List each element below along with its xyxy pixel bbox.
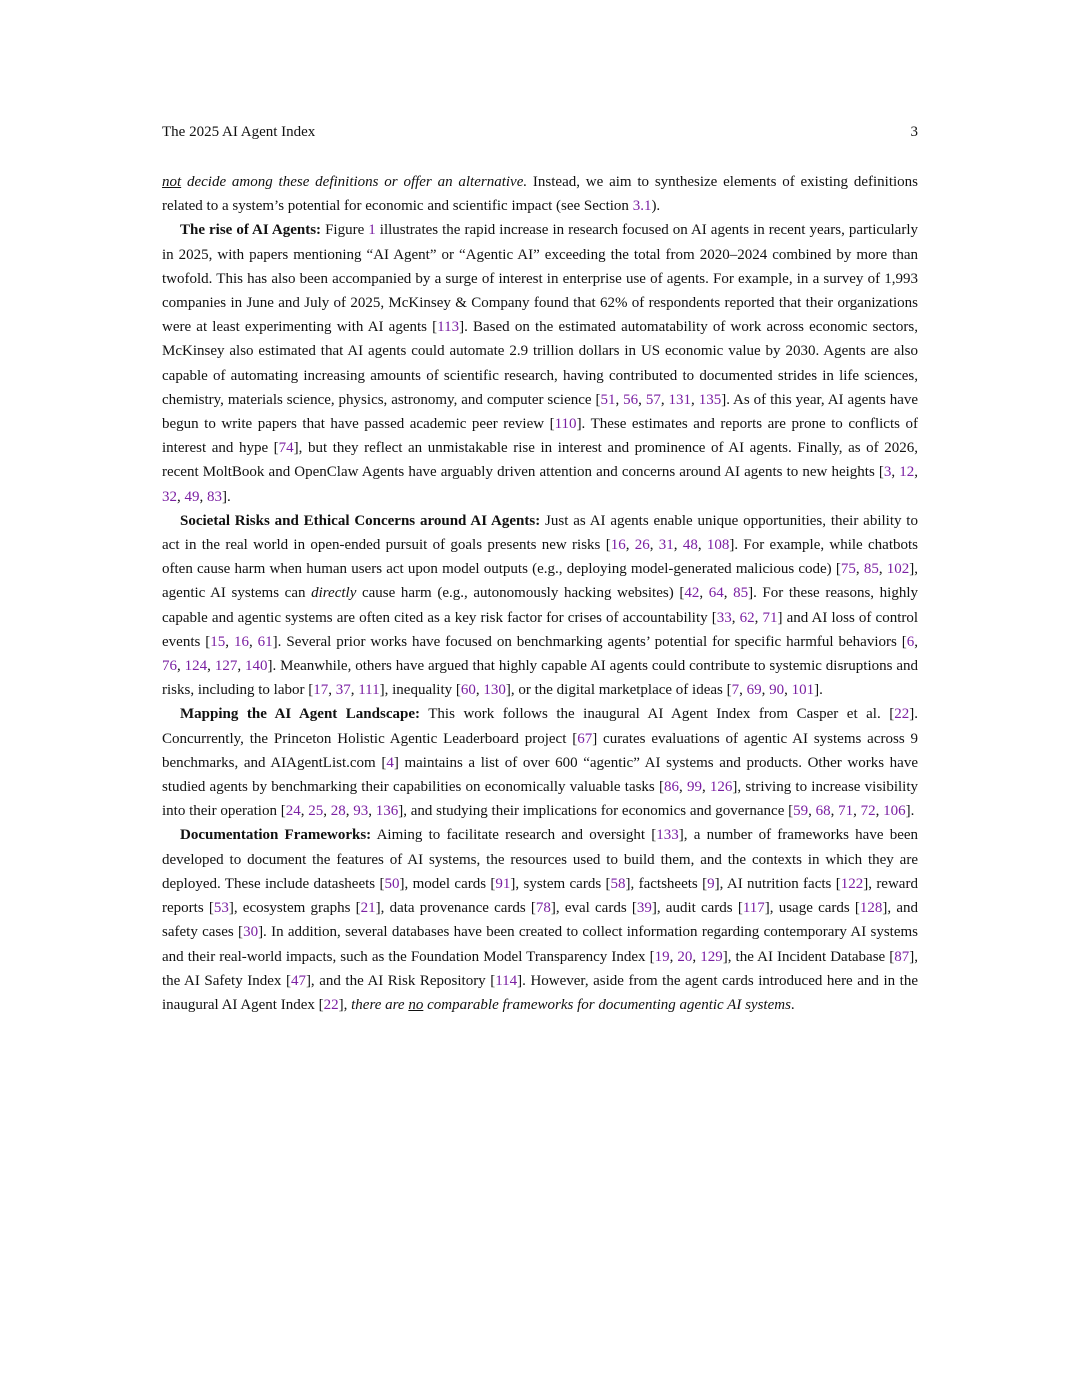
text-span: ], reward reports [ — [162, 875, 918, 917]
underlined-no: no — [408, 996, 424, 1013]
body-text — [162, 170, 918, 1017]
citation-link[interactable]: 25 — [308, 803, 324, 820]
citation-link[interactable]: 48 — [682, 537, 698, 554]
citation-link[interactable]: 127 — [214, 658, 238, 675]
text-span: ]. In addition, several databases have been created to collect information regarding contemporary AI systems and their real-world impacts, such as the Foundation Model Transparency Index [ — [162, 924, 918, 965]
section-ref-link[interactable]: 3.1 — [632, 198, 652, 215]
citation-link[interactable]: 16 — [610, 537, 626, 554]
text-span: Just as AI agents enable unique opportunities, their ability to act in the real world in open-ended pursuit of goals presents new risks [ — [162, 512, 918, 554]
citation-link[interactable]: 7 — [731, 682, 740, 699]
paragraph-heading: Societal Risks and Ethical Concerns around AI Agents: — [180, 512, 541, 529]
emphasis-rest: decide among these definitions or offer an alternative. — [181, 174, 528, 190]
text-span: Aiming to facilitate research and oversight [ — [371, 827, 657, 844]
citation-link[interactable]: 85 — [863, 561, 879, 578]
citation-link[interactable]: 62 — [739, 609, 755, 626]
citation-link[interactable]: 128 — [859, 900, 883, 917]
citation-link[interactable]: 28 — [330, 803, 346, 820]
citation-link[interactable]: 93 — [353, 803, 369, 820]
citation-link[interactable]: 74 — [278, 440, 294, 457]
citation-link[interactable]: 86 — [663, 779, 679, 796]
citation-link[interactable]: 101 — [791, 682, 815, 699]
citation-link[interactable]: 72 — [860, 803, 876, 820]
citation-link[interactable]: 4 — [386, 754, 394, 771]
citation-link[interactable]: 15 — [210, 633, 226, 650]
citation-link[interactable]: 99 — [686, 779, 702, 796]
citation-link[interactable]: 83 — [207, 488, 222, 505]
text-span: ], system cards [ — [510, 875, 611, 892]
text-span: ], ecosystem graphs [ — [228, 900, 361, 917]
citation-link[interactable]: 126 — [709, 779, 733, 796]
citation-link[interactable]: 131 — [668, 391, 692, 408]
citation-link[interactable]: 67 — [577, 730, 593, 747]
citation-link[interactable]: 21 — [360, 900, 376, 917]
citation-link[interactable]: 102 — [886, 561, 910, 578]
text-span: ]. For these reasons, highly capable and agentic systems are often cited as a key risk factor for crises of accountability [ — [162, 585, 919, 626]
text-span: ], a number of frameworks have been developed to document the features of AI systems, the resources used to build them, and the contexts in which they are deployed. These include datasheets [ — [162, 827, 919, 892]
text-span: ], and safety cases [ — [162, 900, 919, 941]
citation-link[interactable]: 24 — [285, 803, 301, 820]
citation-link[interactable]: 22 — [323, 996, 339, 1013]
citation-link[interactable]: 85 — [733, 585, 749, 602]
text-span: ], usage cards [ — [764, 900, 860, 917]
citation-link[interactable]: 135 — [698, 391, 722, 408]
text-span: ]. However, aside from the agent cards introduced here and in the inaugural AI Agent Index [ — [162, 972, 918, 1013]
citation-link[interactable]: 31 — [658, 537, 674, 554]
citation-link[interactable]: 32 — [162, 488, 177, 505]
citation-link[interactable]: 87 — [894, 948, 910, 965]
text-span: ], audit cards [ — [651, 900, 743, 917]
text-span: ]. — [905, 803, 915, 820]
citation-link[interactable]: 106 — [883, 803, 906, 820]
citation-link[interactable]: 30 — [243, 924, 259, 941]
text-span: ]. For example, while chatbots often cause harm when human users act upon model outputs (e.g., deploying model-generated malicious code) [ — [162, 537, 918, 578]
text-span: ]. Concurrently, the Princeton Holistic Agentic Leaderboard project [ — [162, 706, 918, 747]
paragraph-heading: The rise of AI Agents: — [180, 222, 322, 239]
text-span: ], data provenance cards [ — [375, 900, 536, 917]
emphasis-directly: directly — [311, 585, 357, 602]
page-header — [162, 122, 918, 142]
citation-link[interactable]: 91 — [495, 875, 511, 892]
text-span: This work follows the inaugural AI Agent Index from Casper et al. [ — [419, 706, 895, 723]
emphasis-text — [162, 174, 527, 190]
text-span: ] curates evaluations of agentic AI systems across 9 benchmarks, and AIAgentList.com [ — [162, 730, 919, 771]
citation-link[interactable]: 37 — [335, 682, 351, 699]
emphasis-part: comparable frameworks for documenting agentic AI systems — [423, 996, 791, 1013]
citation-link[interactable]: 33 — [716, 609, 732, 626]
text-span: ], — [338, 996, 352, 1013]
text-span: ], and studying their implications for economics and governance [ — [398, 803, 794, 820]
citation-link[interactable]: 19 — [654, 948, 670, 965]
citation-link[interactable]: 68 — [815, 803, 831, 820]
citation-link[interactable]: 60 — [460, 682, 476, 699]
citation-link[interactable]: 136 — [375, 803, 399, 820]
citation-link[interactable]: 130 — [483, 682, 506, 699]
docs-paragraph: Documentation Frameworks: Aiming to facilitate research and oversight [133], a number of frameworks have been developed to document the features of AI systems, the resources used to build them, and the contexts in which they are deployed. These include datasheets [50], model cards [91], system cards [58], factsheets [9], AI nutrition facts [122], reward reports [53], ecosystem graphs [21], data provenance cards [78], eval cards [39], audit cards [117], usage cards [128], and safety cases [30]. In addition, several databases have been created to collect information regarding contemporary AI systems and their real-world impacts, such as the Foundation Model Transparency Index [19, 20, 129], the AI Incident Database [87], the AI Safety Index [47], and the AI Risk Repository [114]. However, aside from the agent cards introduced here and in the inaugural AI Agent Index [22], there are no comparable frameworks for documenting agentic AI systems. — [162, 827, 919, 1013]
paragraph-heading: Mapping the AI Agent Landscape: — [180, 706, 420, 723]
risks-paragraph: Societal Risks and Ethical Concerns around AI Agents: Just as AI agents enable unique opportunities, their ability to act in the real world in open-ended pursuit of goals presents new risks [16, 26, 31, 48, 108]. For example, while chatbots often cause harm when human users act upon model outputs (e.g., deploying model-generated malicious code) [75, 85, 102], agentic AI systems can directly cause harm (e.g., autonomously hacking websites) [42, 64, 85]. For these reasons, highly capable and agentic systems are often cited as a key risk factor for crises of accountability [33, 62, 71] and AI loss of control events [15, 16, 61]. Several prior works have focused on benchmarking agents’ potential for specific harmful behaviors [6, 76, 124, 127, 140]. Meanwhile, others have argued that highly capable AI agents could contribute to systemic disruptions and risks, including to labor [17, 37, 111], inequality [60, 130], or the digital marketplace of ideas [7, 69, 90, 101]. — [162, 512, 919, 699]
text-span: . — [790, 996, 795, 1013]
citation-link[interactable]: 108 — [706, 537, 730, 554]
citation-link[interactable]: 50 — [384, 875, 400, 892]
citation-link[interactable]: 16 — [233, 633, 249, 650]
citation-link[interactable]: 56 — [623, 391, 639, 408]
citation-link[interactable]: 71 — [762, 609, 778, 626]
page-number: 3 — [910, 124, 918, 140]
text-span: ]. Based on the estimated automatability of work across economic sectors, McKinsey also estimated that AI agents could automate 2.9 trillion dollars in US economic value by 2030. Agents are also capable of automating increasing amounts of scientific research, having contributed to documented strides in life sciences, chemistry, materials science, physics, astronomy, and computer science [ — [162, 319, 919, 408]
text-span: ]. As of this year, AI agents have begun to write papers that have passed academic peer review [ — [162, 391, 919, 433]
citation-link[interactable]: 117 — [742, 900, 765, 917]
citation-link[interactable]: 12 — [899, 464, 915, 481]
citation-link[interactable]: 114 — [495, 972, 518, 989]
citation-link[interactable]: 78 — [535, 900, 551, 917]
citation-link[interactable]: 42 — [684, 585, 700, 602]
citation-link[interactable]: 3 — [883, 464, 892, 481]
citation-link[interactable]: 113 — [437, 319, 460, 336]
citation-link[interactable]: 58 — [610, 875, 626, 892]
emphasis-part: there are — [351, 996, 409, 1013]
citation-link[interactable]: 64 — [708, 585, 724, 602]
citation-link[interactable]: 22 — [894, 706, 910, 723]
text-span: ]. — [222, 488, 231, 505]
text-span: ] and AI loss of control events [ — [162, 609, 919, 650]
text-span: ]. Several prior works have focused on benchmarking agents’ potential for specific harmful behaviors [ — [272, 633, 907, 650]
citation-link[interactable]: 69 — [746, 682, 762, 699]
citation-link[interactable]: 17 — [313, 682, 329, 699]
text-span: ]. — [814, 682, 823, 699]
citation-link[interactable]: 90 — [769, 682, 785, 699]
text-span: ], striving to increase visibility into their operation [ — [162, 779, 918, 820]
citation-link[interactable]: 59 — [793, 803, 809, 820]
mapping-paragraph: Mapping the AI Agent Landscape: This work follows the inaugural AI Agent Index from Casper et al. [22]. Concurrently, the Princeton Holistic Agentic Leaderboard project [67] curates evaluations of agentic AI systems across 9 benchmarks, and AIAgentList.com [4] maintains a list of over 600 “agentic” AI systems and products. Other works have studied agents by benchmarking their capabilities on economically valuable tasks [86, 99, 126], striving to increase visibility into their operation [24, 25, 28, 93, 136], and studying their implications for economics and governance [59, 68, 71, 72, 106]. — [162, 706, 919, 820]
text-span: ], factsheets [ — [625, 875, 708, 892]
rise-paragraph: The rise of AI Agents: Figure 1 illustrates the rapid increase in research focused on AI agents in recent years, particularly in 2025, with papers mentioning “AI Agent” or “Agentic AI” exceeding the total from 2020–2024 combined by more than twofold. This has also been accompanied by a surge of interest in enterprise use of agents. For example, in a survey of 1,993 companies in June and July of 2025, McKinsey & Company found that 62% of respondents reported that their organizations were at least experimenting with AI agents [113]. Based on the estimated automatability of work across economic sectors, McKinsey also estimated that AI agents could automate 2.9 trillion dollars in US economic value by 2030. Agents are also capable of automating increasing amounts of scientific research, having contributed to documented strides in life sciences, chemistry, materials science, physics, astronomy, and computer science [51, 56, 57, 131, 135]. As of this year, AI agents have begun to write papers that have passed academic peer review [110]. These estimates and reports are prone to conflicts of interest and hype [74], but they reflect an unmistakable rise in interest and prominence of AI agents. Finally, as of 2026, recent MoltBook and OpenClaw Agents have arguably driven attention and concerns around AI agents to new heights [3, 12, 32, 49, 83]. — [162, 222, 919, 505]
citation-link[interactable]: 76 — [162, 658, 177, 675]
text-span: ], the AI Incident Database [ — [722, 948, 895, 965]
figure-ref-link[interactable]: 1 — [368, 222, 376, 239]
running-title: The 2025 AI Agent Index — [162, 124, 316, 140]
citation-link[interactable]: 6 — [906, 633, 915, 650]
citation-link[interactable]: 47 — [290, 972, 306, 989]
citation-link[interactable]: 49 — [184, 488, 200, 505]
text-span: cause harm (e.g., autonomously hacking websites) [ — [356, 585, 685, 602]
text-span: ], AI nutrition facts [ — [714, 875, 841, 892]
text-span: ]. Meanwhile, others have argued that highly capable AI agents could contribute to systemic disruptions and risks, including to labor [ — [162, 658, 919, 699]
text-span: ], and the AI Risk Repository [ — [305, 972, 496, 989]
text-span: ]. These estimates and reports are prone to conflicts of interest and hype [ — [162, 416, 918, 457]
citation-link[interactable]: 133 — [656, 827, 679, 844]
text-span: ], or the digital marketplace of ideas [ — [505, 682, 732, 699]
citation-link[interactable]: 110 — [554, 416, 577, 433]
emphasis-text — [351, 997, 791, 1013]
citation-link[interactable]: 26 — [634, 537, 650, 554]
text-span: ], the AI Safety Index [ — [162, 948, 919, 989]
citation-link[interactable]: 140 — [244, 658, 268, 675]
text-span: ], agentic AI systems can — [162, 561, 918, 602]
intro-paragraph — [162, 170, 918, 218]
text-span: ], but they reflect an unmistakable rise in interest and prominence of AI agents. Finally, as of 2026, recent MoltBook and OpenClaw Agents have arguably driven attention and concerns around AI agents to new heights [ — [162, 440, 918, 481]
text-span: Instead, we aim to synthesize elements of existing definitions related to a system’s potential for economic and scientific impact (see Section — [162, 174, 918, 215]
paragraph-heading: Documentation Frameworks: — [180, 827, 372, 844]
citation-link[interactable]: 122 — [840, 875, 864, 892]
text-span: ], model cards [ — [399, 875, 496, 892]
citation-link[interactable]: 39 — [636, 900, 652, 917]
text-span: illustrates the rapid increase in research focused on AI agents in recent years, particularly in 2025, with papers mentioning “AI Agent” or “Agentic AI” exceeding the total from 2020–2024 combined by more than twofold. This has also been accompanied by a surge of interest in enterprise use of agents. For example, in a survey of 1,993 companies in June and July of 2025, McKinsey & Company found that 62% of respondents reported that their organizations were at least experimenting with AI agents [ — [162, 222, 919, 336]
citation-link[interactable]: 57 — [645, 391, 661, 408]
citation-link[interactable]: 20 — [677, 948, 693, 965]
text-span: ). — [651, 198, 661, 215]
citation-link[interactable]: 53 — [213, 900, 229, 917]
citation-link[interactable]: 111 — [358, 682, 380, 699]
citation-link[interactable]: 51 — [600, 391, 616, 408]
text-span: ] maintains a list of over 600 “agentic” AI systems and products. Other works have studied agents by benchmarking their capabilities on economically valuable tasks [ — [162, 754, 918, 796]
text-span: ], inequality [ — [379, 682, 461, 699]
citation-link[interactable]: 124 — [184, 658, 208, 675]
citation-link[interactable]: 71 — [838, 803, 854, 820]
citation-link[interactable]: 129 — [700, 948, 723, 965]
text-span: ], eval cards [ — [550, 900, 637, 917]
citation-link[interactable]: 61 — [257, 633, 273, 650]
text-span: Figure — [321, 222, 369, 239]
underlined-not: not — [162, 174, 182, 190]
citation-link[interactable]: 75 — [840, 561, 856, 578]
citation-link[interactable]: 9 — [707, 875, 715, 892]
